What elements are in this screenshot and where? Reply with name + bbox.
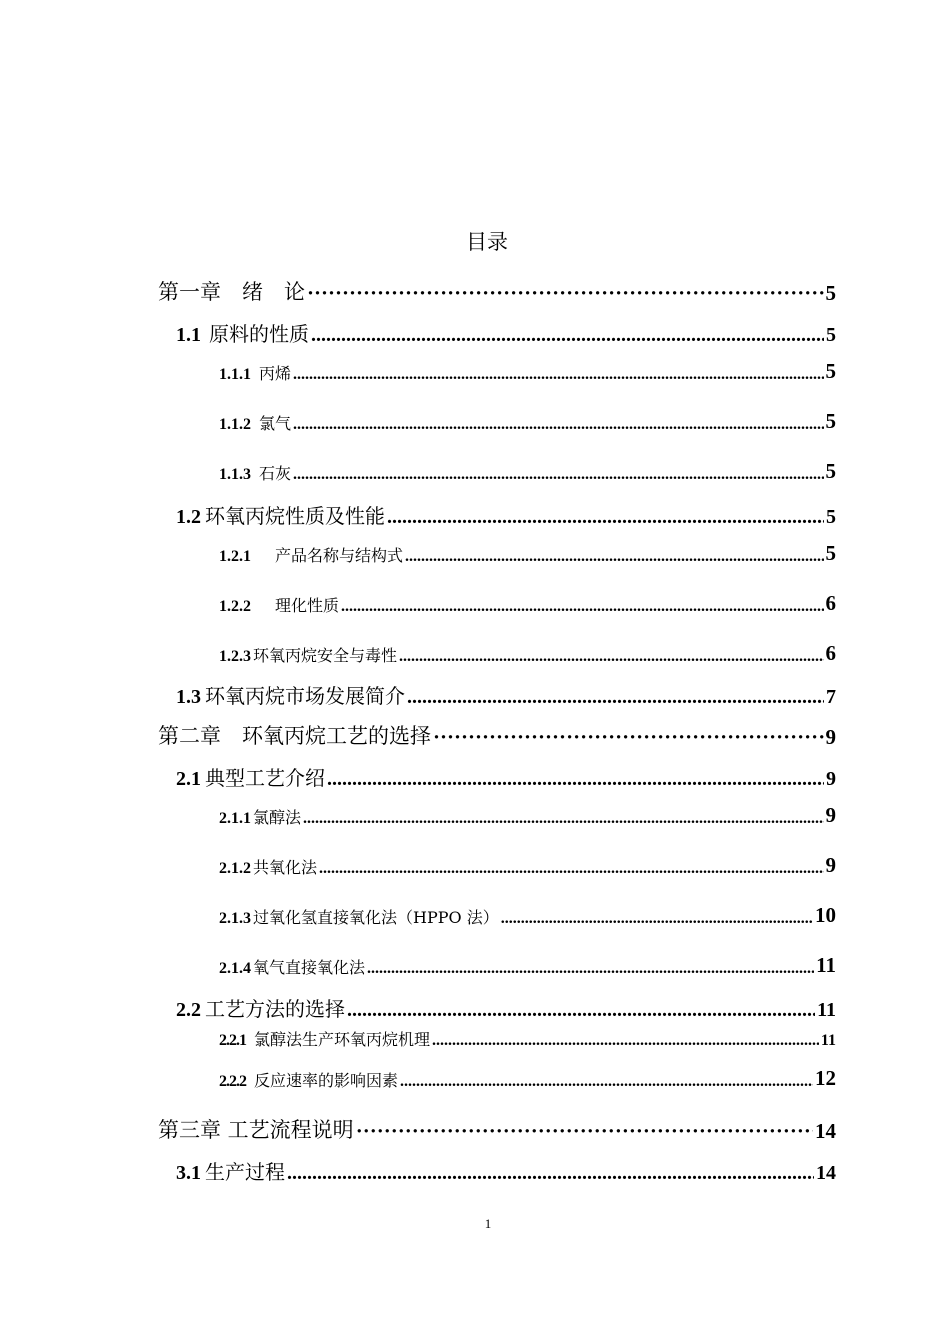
- toc-number: 1.1: [176, 324, 201, 346]
- toc-label: 过氧化氢直接氧化法（HPPO 法）: [253, 908, 499, 927]
- toc-number: 1.2.2: [219, 598, 251, 615]
- toc-entry-1-3[interactable]: [176, 680, 836, 709]
- toc-entry-2-2-1[interactable]: [219, 1027, 836, 1050]
- toc-label: 氯气: [259, 414, 292, 433]
- toc-page: 5: [826, 506, 836, 528]
- toc-label: 第三章 工艺流程说明: [158, 1118, 354, 1142]
- toc-entry-1-2-1[interactable]: [219, 541, 836, 566]
- leader-dots: [407, 686, 824, 709]
- toc-number: 2.2: [176, 999, 201, 1021]
- toc-label: 氯醇法: [253, 808, 302, 827]
- toc-page: 5: [825, 281, 836, 305]
- leader-dots: [319, 860, 823, 878]
- toc-entry-2-1-3[interactable]: [219, 903, 836, 928]
- leader-dots: [341, 598, 823, 616]
- toc-entry-2-1-2[interactable]: [219, 853, 836, 878]
- toc-label: 共氧化法: [253, 858, 318, 877]
- leader-dots: [432, 1032, 819, 1050]
- toc-page: 5: [825, 359, 836, 383]
- toc-label: 产品名称与结构式: [259, 546, 404, 565]
- toc-entry-chapter-3[interactable]: [158, 1114, 836, 1144]
- toc-entry-1-1-1[interactable]: [219, 359, 836, 384]
- toc-number: 2.1.4: [219, 960, 251, 977]
- toc-entry-1-2-3[interactable]: [219, 641, 836, 666]
- leader-dots: [387, 506, 824, 529]
- leader-dots: [405, 548, 823, 566]
- toc-label: 理化性质: [259, 596, 340, 615]
- toc-label: 丙烯: [259, 364, 292, 383]
- leader-dots: [501, 910, 813, 928]
- toc-entry-chapter-2[interactable]: [158, 720, 836, 750]
- toc-entry-2-1-1[interactable]: [219, 803, 836, 828]
- leader-dots: [400, 1073, 813, 1091]
- toc-page: 5: [825, 409, 836, 433]
- toc-page: 11: [817, 999, 836, 1021]
- toc-page: 5: [825, 459, 836, 483]
- toc-entry-2-1[interactable]: [176, 762, 836, 791]
- toc-number: 1.1.3: [219, 466, 251, 483]
- toc-number: 3.1: [176, 1162, 201, 1184]
- toc-page: 9: [825, 725, 836, 749]
- toc-entry-1-1[interactable]: [176, 318, 836, 347]
- toc-title: 目录: [466, 230, 508, 254]
- leader-dots: [293, 466, 823, 484]
- toc-number: 1.2.1: [219, 548, 251, 565]
- toc-label: 氯醇法生产环氧丙烷机理: [254, 1030, 431, 1049]
- toc-label: 第一章 绪 论: [158, 280, 305, 304]
- toc-page: 9: [825, 853, 836, 877]
- toc-label: 第二章 环氧丙烷工艺的选择: [158, 724, 431, 748]
- leader-dots: [307, 281, 824, 306]
- leader-dots: [356, 1119, 813, 1144]
- toc-page: 6: [825, 641, 836, 665]
- toc-entry-1-2[interactable]: [176, 500, 836, 529]
- toc-label: 工艺方法的选择: [205, 997, 345, 1021]
- toc-number: 1.2.3: [219, 648, 251, 665]
- toc-label: 环氧丙烷市场发展简介: [205, 684, 405, 708]
- page-number: 1: [484, 1216, 492, 1231]
- toc-number: 2.2.1: [219, 1032, 246, 1049]
- toc-number: 2.1.2: [219, 860, 251, 877]
- toc-page: 9: [826, 768, 836, 790]
- toc-label: 石灰: [259, 464, 292, 483]
- toc-page: 5: [826, 324, 836, 346]
- leader-dots: [327, 768, 824, 791]
- leader-dots: [311, 324, 824, 347]
- toc-page: 14: [816, 1162, 836, 1184]
- leader-dots: [287, 1162, 814, 1185]
- toc-number: 2.2.2: [219, 1073, 246, 1090]
- toc-number: 2.1: [176, 768, 201, 790]
- toc-number: 1.3: [176, 686, 201, 708]
- toc-entry-chapter-1[interactable]: [158, 276, 836, 306]
- toc-number: 2.1.1: [219, 810, 251, 827]
- toc-number: 1.1.1: [219, 366, 251, 383]
- toc-label: 环氧丙烷安全与毒性: [253, 646, 398, 665]
- toc-page: 11: [820, 1032, 836, 1049]
- leader-dots: [293, 366, 823, 384]
- toc-entry-1-1-2[interactable]: [219, 409, 836, 434]
- toc-number: 1.1.2: [219, 416, 251, 433]
- toc-entry-2-2-2[interactable]: [219, 1066, 836, 1091]
- toc-entry-2-2[interactable]: [176, 993, 836, 1022]
- toc-page: 10: [815, 903, 836, 927]
- leader-dots: [303, 810, 823, 828]
- toc-label: 生产过程: [205, 1160, 285, 1184]
- toc-page: 11: [816, 953, 836, 977]
- toc-page: 6: [825, 591, 836, 615]
- toc-page: 12: [815, 1066, 836, 1090]
- toc-entry-1-1-3[interactable]: [219, 459, 836, 484]
- toc-label: 反应速率的影响因素: [254, 1071, 399, 1090]
- toc-number: 2.1.3: [219, 910, 251, 927]
- leader-dots: [367, 960, 814, 978]
- toc-label: 氧气直接氧化法: [253, 958, 366, 977]
- toc-entry-3-1[interactable]: [176, 1156, 836, 1185]
- toc-entry-2-1-4[interactable]: [219, 953, 836, 978]
- leader-dots: [293, 416, 823, 434]
- toc-label: 环氧丙烷性质及性能: [205, 504, 385, 528]
- toc-label: 典型工艺介绍: [205, 766, 325, 790]
- leader-dots: [347, 999, 815, 1022]
- toc-page: 5: [825, 541, 836, 565]
- leader-dots: [399, 648, 823, 666]
- toc-entry-1-2-2[interactable]: [219, 591, 836, 616]
- toc-number: 1.2: [176, 506, 201, 528]
- leader-dots: [433, 725, 824, 750]
- toc-page: 7: [826, 686, 836, 708]
- toc-label: 原料的性质: [209, 322, 309, 346]
- toc-page: 14: [815, 1119, 836, 1143]
- toc-page: 9: [825, 803, 836, 827]
